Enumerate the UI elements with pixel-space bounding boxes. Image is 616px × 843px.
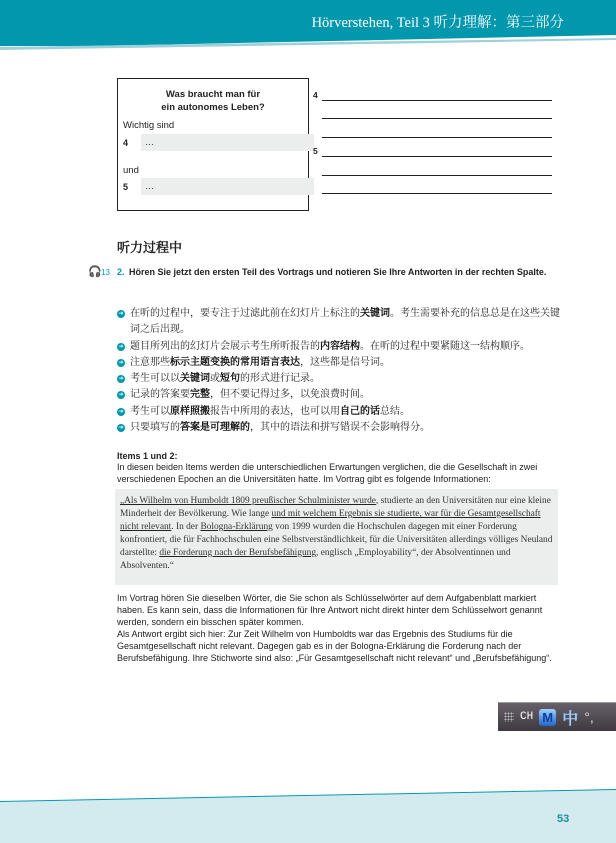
task-instruction — [88, 266, 558, 279]
arrow-bullet-icon: ➔ — [118, 425, 124, 432]
underlined-keyphrase: Bologna-Erklärung — [200, 522, 273, 532]
tip-item — [117, 420, 562, 436]
emphasis: 自己的话 — [340, 405, 380, 417]
answer-number-4: 4 — [313, 90, 318, 100]
title-line: ein autonomes Leben? — [161, 102, 265, 113]
tip-text: 注意那些 — [130, 356, 170, 368]
drag-handle-icon[interactable] — [504, 712, 514, 722]
item-number: 4 — [123, 138, 129, 148]
tip-text: 记录的答案要 — [130, 389, 190, 401]
fill-field-5: … — [141, 178, 314, 195]
arrow-bullet-icon: ➔ — [118, 376, 124, 383]
arrow-bullet-icon: ➔ — [118, 359, 124, 366]
ime-chinese-toggle[interactable]: 中 — [562, 710, 579, 728]
emphasis: 内容结构 — [320, 340, 360, 352]
tip-text: 的形式进行记录。 — [240, 373, 320, 385]
emphasis: 标示主题变换的常用语言表达 — [170, 356, 300, 368]
items-explanation — [117, 451, 562, 485]
question-box-title — [118, 88, 308, 114]
tip-item — [117, 387, 562, 403]
ime-mode-icon[interactable]: M — [539, 709, 556, 726]
arrow-bullet-icon: ➔ — [118, 343, 124, 350]
answer-line[interactable] — [322, 118, 552, 119]
answer-explanation — [117, 592, 562, 664]
tip-text: 。考生需要补充的信息总是在这些关键词之后出现。 — [130, 308, 560, 336]
page-number: 53 — [557, 813, 570, 825]
explanation-paragraph: Als Antwort ergibt sich hier: Zur Zeit Wilhelm von Humboldts war das Ergebnis des Studiums für die Gesamtgesellschaft nicht relevant. Dagegen gab es in der Bologna-Erklärung die Forderung nach der Berufsbefähigung. Ihre Stichworte sind also: „Für Gesamtgesellschaft nicht relevant“ und „Berufsbefähigung“. — [117, 629, 552, 663]
lecture-quote — [115, 489, 558, 585]
ime-language[interactable]: CH — [520, 711, 534, 723]
emphasis: 完整 — [190, 389, 210, 401]
tip-text: 考生可以以 — [130, 373, 180, 385]
ime-punctuation-toggle[interactable]: °, — [584, 709, 594, 725]
tip-item — [117, 339, 562, 355]
answer-line[interactable] — [322, 137, 552, 138]
ime-toolbar[interactable] — [498, 702, 616, 731]
item-number: 5 — [123, 182, 129, 192]
tip-text: 或 — [210, 373, 220, 385]
headphones-icon: 🎧 — [88, 266, 102, 278]
answer-line[interactable] — [322, 175, 552, 176]
fill-field-4: … — [141, 134, 314, 151]
quote-text: . In der — [171, 522, 201, 532]
arrow-bullet-icon: ➔ — [118, 392, 124, 399]
tip-text: 总结。 — [380, 405, 410, 417]
answer-line[interactable] — [322, 100, 552, 101]
underlined-keyphrase: die Forderung nach der Berufsbefähigung — [159, 548, 317, 558]
tip-item — [117, 355, 562, 371]
underlined-keyphrase: und mit welchem Ergebnis sie studierte, war für die Gesamtgesellschaft nicht relevant — [120, 509, 541, 532]
tip-text: 只要填写的 — [130, 422, 180, 434]
emphasis: 关键词 — [360, 308, 390, 319]
answer-line[interactable] — [322, 193, 552, 194]
tip-item — [117, 371, 562, 387]
emphasis: 短句 — [220, 373, 240, 385]
tip-text: 在听的过程中，要专注于过滤此前在幻灯片上标注的 — [130, 308, 360, 319]
tip-item — [117, 306, 562, 339]
tip-text: ，这些都是信号词。 — [300, 356, 390, 368]
track-number: 13 — [101, 268, 110, 277]
emphasis: 关键词 — [180, 373, 210, 385]
page-footer — [0, 790, 616, 843]
title-line: Was braucht man für — [165, 89, 261, 100]
emphasis: 原样照搬 — [170, 405, 210, 417]
tip-text: ，其中的语法和拼写错误不会影响得分。 — [250, 422, 430, 434]
answer-line[interactable] — [322, 156, 552, 157]
quote-text: , englisch „Employability“, der Absolventinnen und Absolventen.“ — [120, 548, 511, 571]
question-box — [117, 78, 309, 211]
explanation-paragraph: Im Vortrag hören Sie dieselben Wörter, die Sie schon als Schlüsselwörter auf dem Aufgabenblatt markiert haben. Es kann sein, dass die Informationen für Ihre Antwort nicht direkt hinter dem Schlüsselwort genannt werden, sondern ein bisschen später kommen. — [117, 593, 543, 627]
tip-text: 。在听的过程中要紧随这一结构顺序。 — [360, 340, 530, 352]
tip-text: ，但不要记得过多，以免浪费时间。 — [210, 389, 370, 401]
items-text: In diesen beiden Items werden die unterschiedlichen Erwartungen verglichen, die die Gesellschaft in zwei verschiedenen Epochen an die Universitäten hatte. Im Vortrag gibt es folgende Informationen: — [117, 462, 538, 484]
quote-text: von 1999 wurden die Hochschulen dagegen mit einer Forderung konfrontiert, die für Fachhochschulen eine Selbstverständlichkeit, für die Universitäten allerdings völliges Neuland darstellte: — [120, 522, 553, 558]
task-number: 2. — [117, 267, 125, 277]
tip-text: 题目所列出的幻灯片会展示考生所听报告的 — [130, 340, 320, 352]
label-wichtig: Wichtig sind — [123, 120, 175, 131]
answer-number-5: 5 — [313, 146, 318, 156]
section-heading: 听力过程中 — [117, 240, 183, 255]
underlined-keyphrase: „Als Wilhelm von Humboldt 1809 preußischer Schulminister wurde — [120, 496, 376, 506]
arrow-bullet-icon: ➔ — [118, 408, 124, 415]
tip-text: 报告中所用的表达，也可以用 — [210, 405, 340, 417]
header-title: Hörverstehen, Teil 3 听力理解：第三部分 — [311, 15, 564, 31]
arrow-bullet-icon: ➔ — [118, 311, 124, 317]
items-heading: Items 1 und 2: — [117, 451, 178, 461]
tip-text: 考生可以 — [130, 405, 170, 417]
quote-text: , studierte an den Universitäten nur eine kleine Minderheit der Bevölkerung. Wie lange — [120, 496, 551, 519]
tips-list — [117, 306, 562, 436]
tip-item — [117, 404, 562, 420]
label-und: und — [123, 165, 139, 176]
task-text: Hören Sie jetzt den ersten Teil des Vortrags und notieren Sie Ihre Antworten in der rechten Spalte. — [129, 267, 547, 277]
emphasis: 答案是可理解的 — [180, 422, 250, 434]
